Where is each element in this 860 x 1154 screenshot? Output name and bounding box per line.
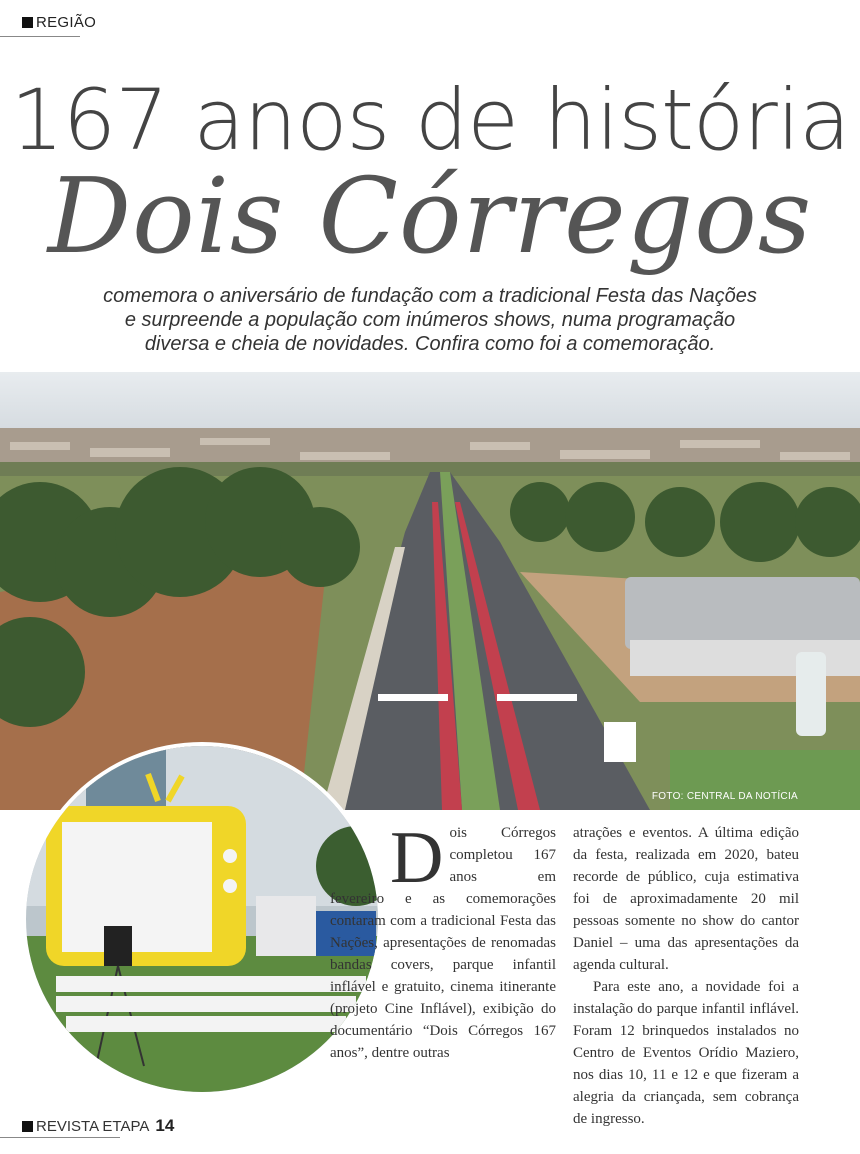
magazine-name: REVISTA ETAPA [36,1118,150,1135]
page-number: 14 [155,1116,175,1135]
footer-square-icon [22,1121,33,1132]
aerial-photo [0,372,860,810]
headline: 167 anos de história [10,71,850,169]
article-column-2 [573,822,799,1130]
article-column-1 [330,817,556,1064]
footer-divider [0,1137,120,1138]
section-label: REGIÃO [36,14,97,31]
drop-cap: D [390,817,444,899]
inflatable-cinema-photo [22,742,382,1096]
section-tag [22,14,96,31]
subhead-line-3: diversa e cheia de novidades. Confira como foi a comemoração. [144,333,716,355]
article-paragraph-3: Para este ano, a novidade foi a instalação do parque infantil inflável. Foram 12 brinquedos instalados no Centro de Eventos Orídio Maziero, nos dias 10, 11 e 12 e que fizeram a alegria da criançada, sem cobrança de ingresso. [573,979,799,1127]
subhead [40,284,820,356]
footer [22,1116,174,1136]
subhead-line-1: comemora o aniversário de fundação com a tradicional Festa das Nações [103,285,757,307]
section-square-icon [22,17,33,28]
subhead-line-2: e surpreende a população com inúmeros shows, numa programação [124,309,736,331]
photo-credit: FOTO: CENTRAL DA NOTÍCIA [651,791,798,802]
article-paragraph-2: atrações e eventos. A última edição da festa, realizada em 2020, bateu recorde de público, cuja estimativa foi de aproximadamente 20 mil pessoas somente no show do cantor Daniel – uma das apresentações da agenda cultural. [573,825,799,973]
script-title: Dois Córregos [47,155,813,277]
section-divider [0,36,80,37]
article-paragraph-1: ois Córregos completou 167 anos em fevereiro e as comemorações contaram com a tradicional Festa das Nações, apresentações de renomadas bandas covers, parque infantil inflável e gratuito, cinema itinerante (projeto Cine Inflável), exibição do documentário “Dois Córregos 167 anos”, dentre outras [330,825,556,1061]
